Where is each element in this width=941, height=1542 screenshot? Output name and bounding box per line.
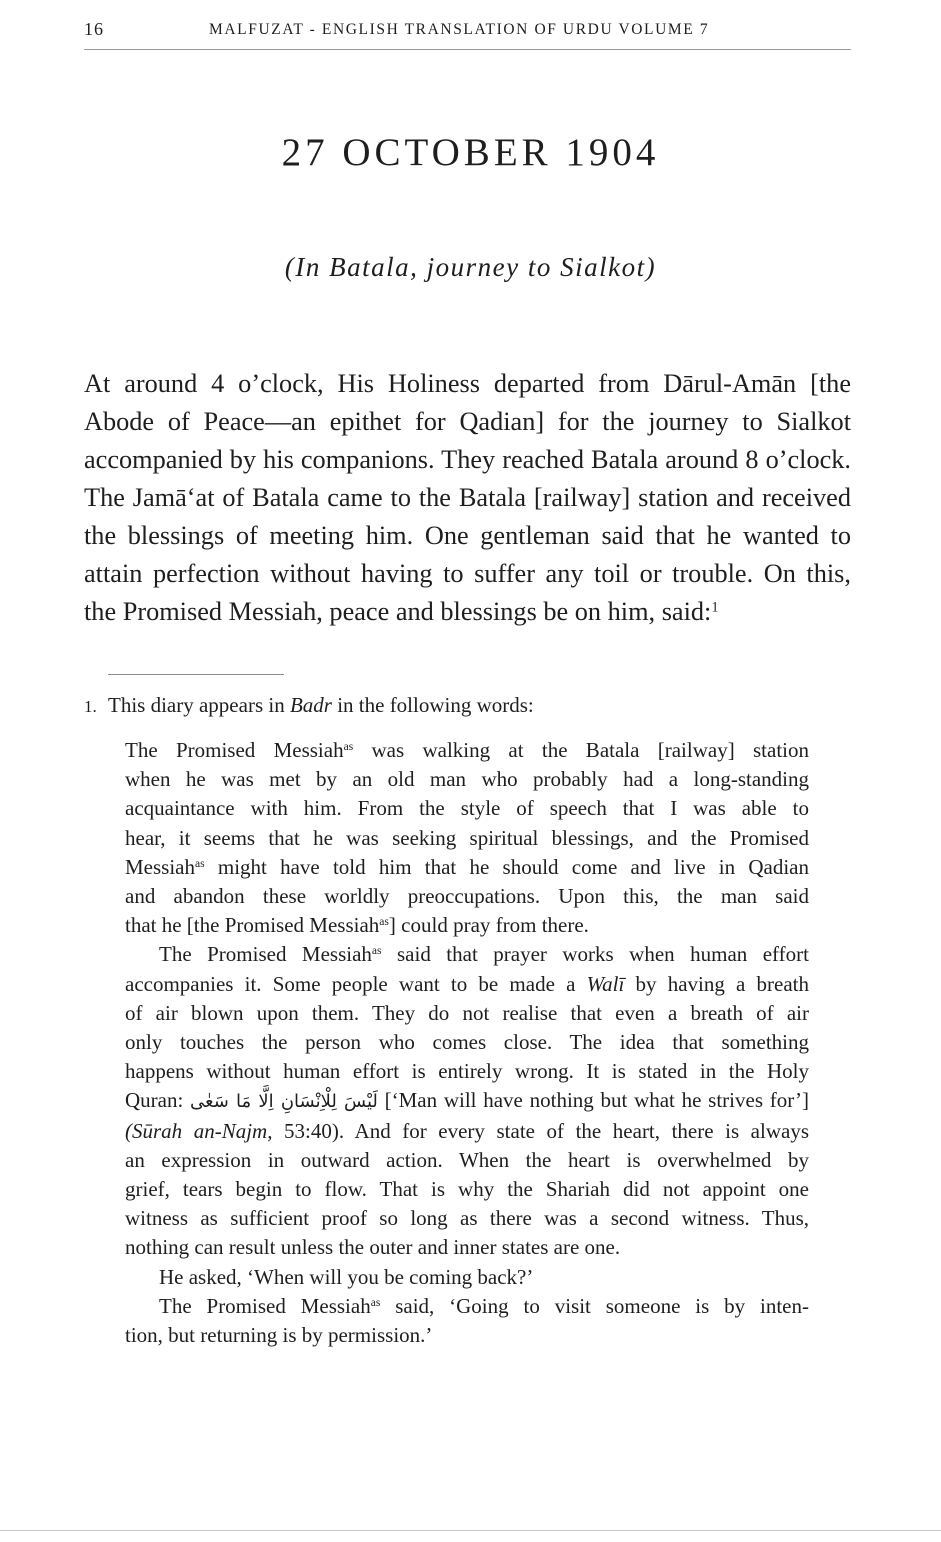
arabic-verse: لَيْسَ لِلْاِنْسَانِ اِلَّا مَا سَعٰى (190, 1091, 378, 1113)
footnote-line (125, 940, 809, 969)
footnote-text: 53:40). And for every state of the heart, there is always (272, 1118, 809, 1143)
body-paragraph (84, 365, 851, 631)
footnote-text: that he [the Promised Messiah (125, 913, 380, 938)
footnote-line: only touches the person who comes close. The idea that something (125, 1030, 809, 1055)
footnote-text: ] could pray from there. (388, 913, 589, 938)
body-line: Abode of Peace—an epithet for Qadian] for the journey to Sialkot (84, 407, 851, 436)
body-line: The Jamā‘at of Batala came to the Batala [railway] station and received (84, 483, 851, 512)
footnote-text: said, ‘Going to visit someone is by inten- (380, 1293, 809, 1318)
footnote-line: grief, tears begin to flow. That is why the Shariah did not appoint one (125, 1177, 809, 1202)
honorific-superscript: as (379, 916, 389, 929)
footnote-text: was walking at the Batala [railway] station (353, 738, 809, 762)
source-title: Badr (289, 693, 332, 717)
footnote-line: nothing can result unless the outer and inner states are one. (125, 1235, 621, 1260)
footnote-line (125, 853, 809, 882)
footnote-line (125, 1292, 809, 1321)
footnote-number: 1. (84, 697, 97, 716)
footnote-line (125, 1117, 809, 1146)
body-line: the blessings of meeting him. One gentleman said that he wanted to (84, 521, 851, 550)
honorific-superscript: as (195, 857, 205, 870)
footnote-line: witness as sufficient proof so long as there was a second witness. Thus, (125, 1206, 809, 1231)
footnote-line: of air blown upon them. They do not realise that even a breath of air (125, 1000, 809, 1025)
footnote-line (125, 736, 809, 765)
footnote-text: The Promised Messiah (125, 738, 344, 762)
footnote-text: Quran: (125, 1088, 191, 1113)
term-wali: Walī (586, 971, 625, 996)
surah-reference: (Sūrah an-Najm, (125, 1118, 273, 1143)
footnote-line (125, 911, 809, 940)
footnote-text: [‘Man will have nothing but what he strives for’] (377, 1088, 809, 1113)
footnote-text: might have told him that he should come and live in Qadian (204, 854, 809, 879)
footnote-line (125, 970, 809, 999)
chapter-title: 27 OCTOBER 1904 (281, 131, 660, 174)
honorific-superscript: as (371, 945, 382, 958)
body-line: attain perfection without having to suffer any toil or trouble. On this, (84, 559, 851, 588)
footnote-reference[interactable]: 1 (711, 599, 719, 616)
footnote-quote (125, 736, 809, 1350)
footnote-line: hear, it seems that he was seeking spiritual blessings, and the Promised (125, 825, 809, 850)
page-number: 16 (84, 19, 104, 39)
footnote-intro-text: in the following words: (331, 693, 534, 717)
footnote-text: Messiah (125, 854, 195, 879)
footnote-line: and abandon these worldly preoccupations. Upon this, the man said (125, 884, 809, 909)
footnote-text: The Promised Messiah (159, 942, 372, 967)
footnote-intro (84, 691, 534, 721)
footnote-line: He asked, ‘When will you be coming back?’ (159, 1264, 534, 1289)
footnote-separator (108, 674, 284, 675)
footnote-line: acquaintance with him. From the style of speech that I was able to (125, 796, 809, 821)
honorific-superscript: as (370, 1296, 381, 1309)
footnote-intro-text: This diary appears in (108, 693, 290, 717)
body-line-text: the Promised Messiah, peace and blessings be on him, said: (84, 597, 712, 626)
footnote-line (125, 1086, 809, 1116)
footnote-text: accompanies it. Some people want to be made a (125, 971, 587, 996)
footnote-text: said that prayer works when human effort (381, 942, 809, 967)
body-line: At around 4 o’clock, His Holiness departed from Dārul-Amān [the (84, 369, 851, 398)
running-title: MALFUZAT - ENGLISH TRANSLATION OF URDU VOLUME 7 (209, 21, 710, 38)
body-line (84, 593, 851, 631)
chapter-subtitle: (In Batala, journey to Sialkot) (284, 252, 657, 282)
running-head (84, 19, 851, 50)
footnote-text: The Promised Messiah (159, 1293, 371, 1318)
page-bottom-edge (0, 1530, 941, 1531)
footnote-text: by having a breath (624, 971, 809, 996)
footnote-line: when he was met by an old man who probably had a long-standing (125, 767, 809, 792)
body-line: accompanied by his companions. They reached Batala around 8 o’clock. (84, 445, 851, 474)
footnote-line: tion, but returning is by permission.’ (125, 1323, 433, 1348)
footnote-line: an expression in outward action. When the heart is overwhelmed by (125, 1147, 809, 1172)
footnote-line: happens without human effort is entirely wrong. It is stated in the Holy (125, 1059, 809, 1084)
honorific-superscript: as (343, 741, 354, 754)
